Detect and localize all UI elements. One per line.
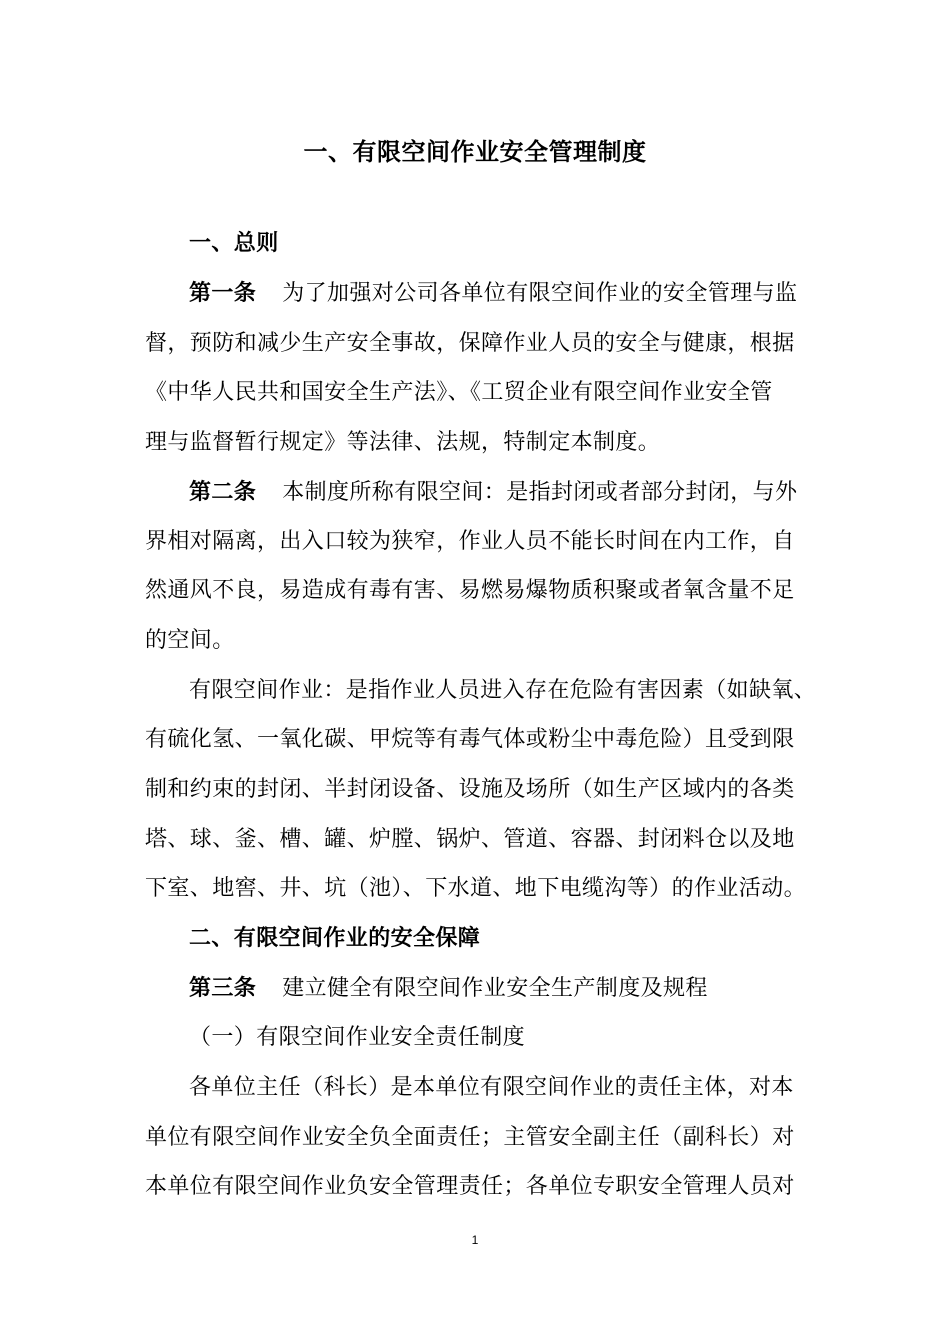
- section-heading-safety: 二、有限空间作业的安全保障: [189, 926, 481, 951]
- article-2-line-2: 界相对隔离，出入口较为狭窄，作业人员不能长时间在内工作，自: [145, 529, 795, 554]
- article-3-label: 第三条: [189, 976, 257, 1001]
- article-1-line-1: [189, 279, 797, 309]
- definition-line-4: 塔、球、釜、槽、罐、炉膛、锅炉、管道、容器、封闭料仓以及地: [145, 827, 795, 852]
- definition-line-5: 下室、地窖、井、坑（池）、下水道、地下电缆沟等）的作业活动。: [145, 876, 807, 901]
- article-1-label: 第一条: [189, 281, 257, 306]
- article-2-line-1: [189, 478, 797, 508]
- article-2-text: 本制度所称有限空间：是指封闭或者部分封闭，与外: [282, 480, 798, 505]
- subsection-heading: （一）有限空间作业安全责任制度: [189, 1025, 526, 1050]
- definition-line-2: 有硫化氢、一氧化碳、甲烷等有毒气体或粉尘中毒危险）且受到限: [145, 727, 795, 752]
- article-1-line-3: 《中华人民共和国安全生产法》、《工贸企业有限空间作业安全管: [145, 380, 773, 405]
- article-1-line-2: 督，预防和减少生产安全事故，保障作业人员的安全与健康，根据: [145, 331, 795, 356]
- definition-line-3: 制和约束的封闭、半封闭设备、设施及场所（如生产区域内的各类: [145, 777, 795, 802]
- page-number: 1: [471, 1233, 479, 1247]
- article-3-text: 建立健全有限空间作业安全生产制度及规程: [282, 976, 708, 1001]
- article-2-line-4: 的空间。: [145, 628, 235, 653]
- responsibility-line-3: 本单位有限空间作业负安全管理责任；各单位专职安全管理人员对: [145, 1174, 795, 1199]
- definition-line-1: 有限空间作业：是指作业人员进入存在危险有害因素（如缺氧、: [189, 678, 817, 703]
- article-1-line-4: 理与监督暂行规定》等法律、法规，特制定本制度。: [145, 430, 661, 455]
- responsibility-line-2: 单位有限空间作业安全负全面责任；主管安全副主任（副科长）对: [145, 1125, 795, 1150]
- responsibility-line-1: 各单位主任（科长）是本单位有限空间作业的责任主体，对本: [189, 1075, 794, 1100]
- article-1-text: 为了加强对公司各单位有限空间作业的安全管理与监: [282, 281, 798, 306]
- article-3-line: [189, 974, 708, 1004]
- article-2-line-3: 然通风不良，易造成有毒有害、易燃易爆物质积聚或者氧含量不足: [145, 578, 795, 603]
- section-heading-general: 一、总则: [189, 231, 279, 256]
- document-title: 一、有限空间作业安全管理制度: [303, 138, 647, 166]
- article-2-label: 第二条: [189, 480, 257, 505]
